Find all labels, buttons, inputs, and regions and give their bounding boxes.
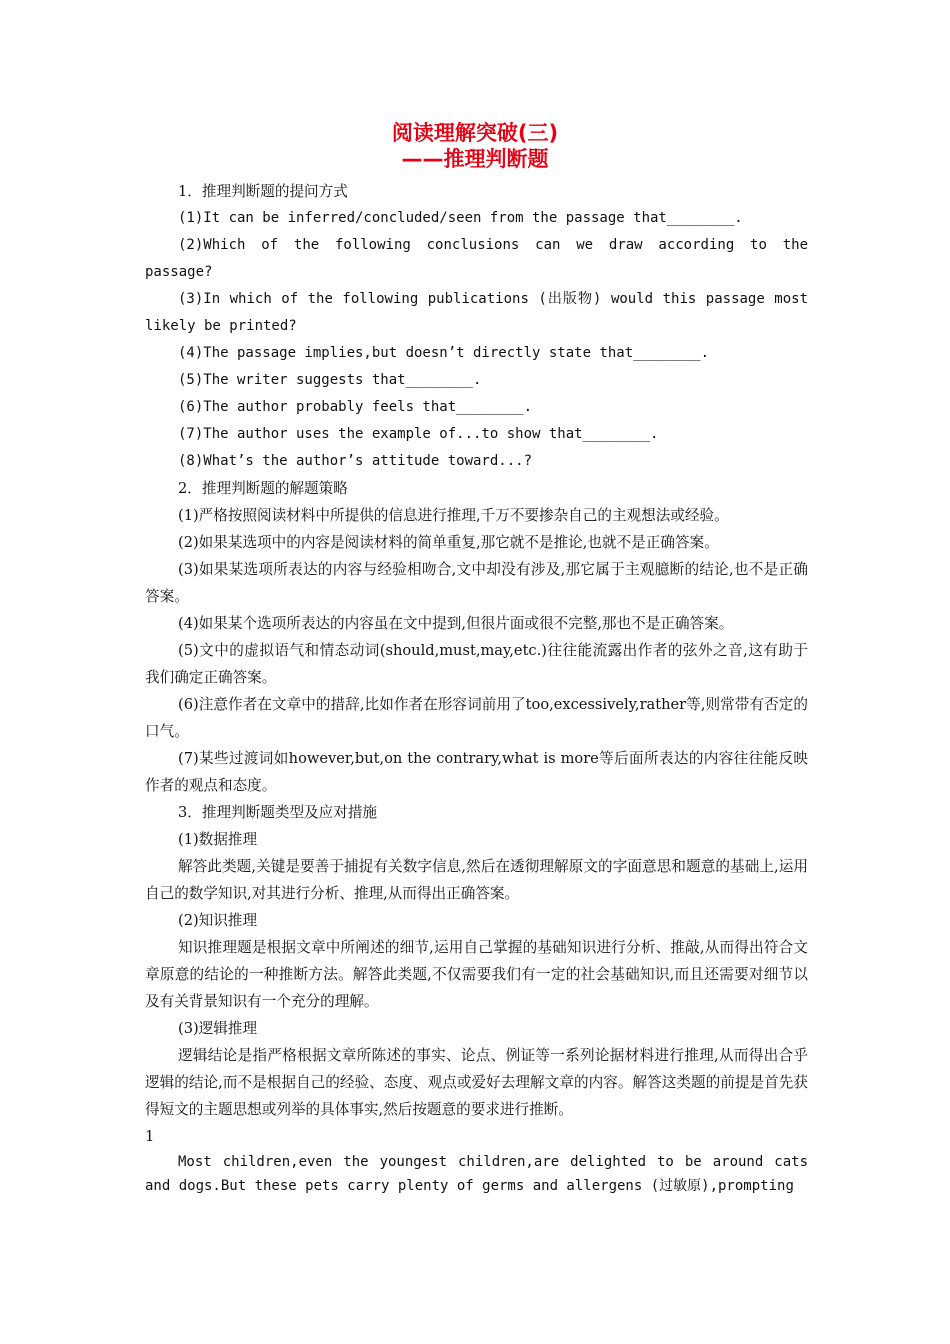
question-form-item: (4)The passage implies,but doesn’t directly state that________.: [178, 345, 710, 361]
passage-text: Most children,even the youngest children,are delighted to be around cats and dogs.But these pets carry plenty of germs and allergens (过敏原),prompting: [145, 1154, 808, 1194]
strategy-item: (1)严格按照阅读材料中所提供的信息进行推理,千万不要掺杂自己的主观想法或经验。: [178, 507, 729, 524]
strategy-item: (5)文中的虚拟语气和情态动词(should,must,may,etc.)往往能流露出作者的弦外之音,这有助于我们确定正确答案。: [145, 642, 808, 686]
strategy-item: (6)注意作者在文章中的措辞,比如作者在形容词前用了too,excessively,rather等,则常带有否定的口气。: [145, 696, 808, 740]
page-subtitle: ——推理判断题: [401, 147, 549, 171]
question-form-item: (6)The author probably feels that________.: [178, 399, 533, 415]
subsection-heading: (2)知识推理: [178, 912, 258, 929]
subsection-text: 知识推理题是根据文章中所阐述的细节,运用自己掌握的基础知识进行分析、推敲,从而得出符合文章原意的结论的一种推断方法。解答此类题,不仅需要我们有一定的社会基础知识,而且还需要对细节以及有关背景知识有一个充分的理解。: [145, 939, 808, 1010]
strategy-item: (3)如果某选项所表达的内容与经验相吻合,文中却没有涉及,那它属于主观臆断的结论,也不是正确答案。: [145, 561, 808, 605]
question-form-item: (3)In which of the following publications (出版物) would this passage most likely be printed?: [145, 291, 808, 334]
page-title: 阅读理解突破(三): [391, 121, 559, 145]
question-form-item: (7)The author uses the example of...to show that________.: [178, 426, 659, 442]
subsection-text: 逻辑结论是指严格根据文章所陈述的事实、论点、例证等一系列论据材料进行推理,从而得出合乎逻辑的结论,而不是根据自己的经验、态度、观点或爱好去理解文章的内容。解答这类题的前提是首先获得短文的主题思想或列举的具体事实,然后按题意的要求进行推断。: [145, 1047, 808, 1118]
strategy-item: (2)如果某选项中的内容是阅读材料的简单重复,那它就不是推论,也就不是正确答案。: [178, 534, 719, 551]
subsection-text: 解答此类题,关键是要善于捕捉有关数字信息,然后在透彻理解原文的字面意思和题意的基础上,运用自己的数学知识,对其进行分析、推理,从而得出正确答案。: [145, 858, 808, 902]
subsection-heading: (3)逻辑推理: [178, 1020, 258, 1037]
passage-number: 1: [145, 1128, 155, 1145]
section-heading: 2．推理判断题的解题策略: [178, 480, 348, 497]
question-form-item: (5)The writer suggests that________.: [178, 372, 482, 388]
section-heading: 3．推理判断题类型及应对措施: [178, 804, 378, 821]
strategy-item: (4)如果某个选项所表达的内容虽在文中提到,但很片面或很不完整,那也不是正确答案。: [178, 615, 734, 632]
strategy-item: (7)某些过渡词如however,but,on the contrary,what is more等后面所表达的内容往往能反映作者的观点和态度。: [145, 750, 808, 794]
section-heading: 1．推理判断题的提问方式: [178, 183, 348, 200]
question-form-item: (2)Which of the following conclusions can we draw according to the passage?: [145, 237, 808, 280]
title-block: [0, 120, 950, 172]
subsection-heading: (1)数据推理: [178, 831, 258, 848]
question-form-item: (1)It can be inferred/concluded/seen from the passage that________.: [178, 210, 743, 226]
question-form-item: (8)What’s the author’s attitude toward...?: [178, 453, 533, 469]
document-body: [145, 178, 808, 1198]
